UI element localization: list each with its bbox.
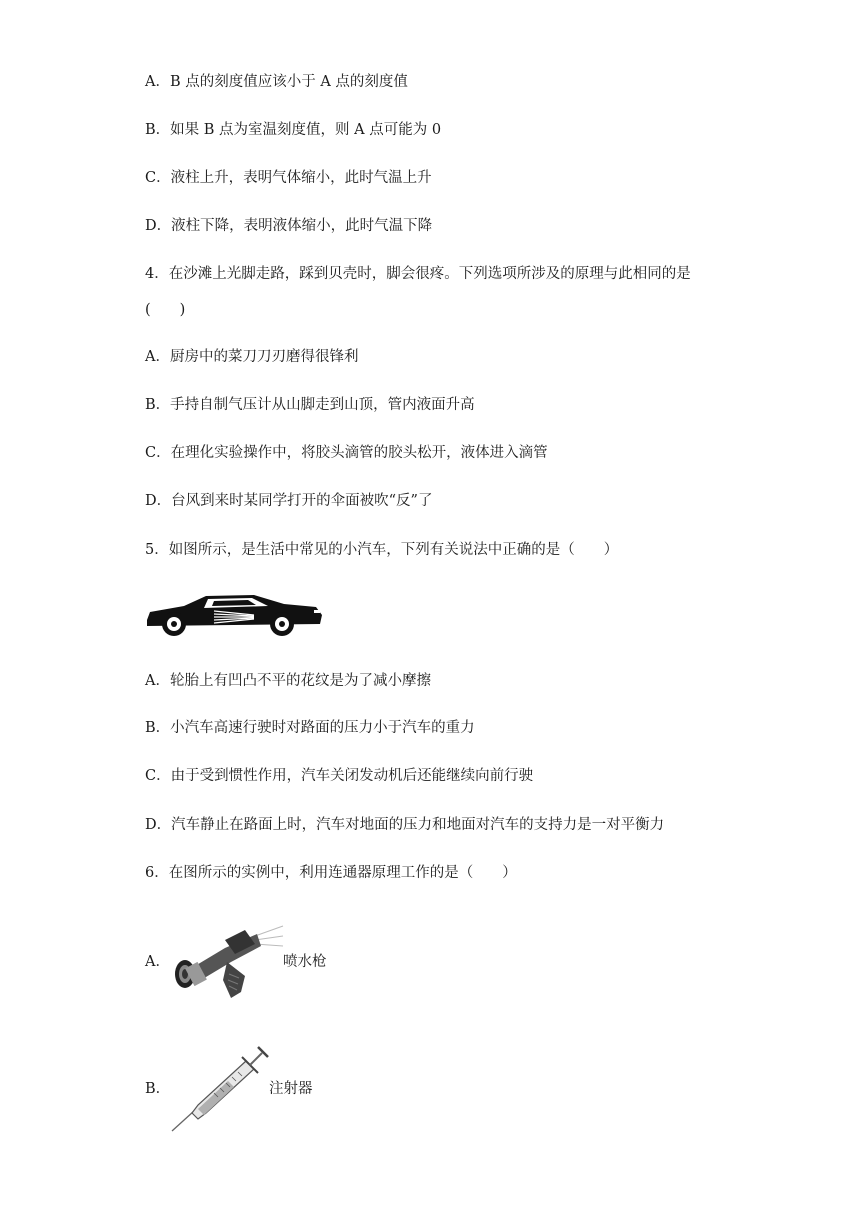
q3-option-b: B．如果 B 点为室温刻度值，则 A 点可能为 0 [145, 122, 442, 138]
q6-stem: 6．在图所示的实例中，利用连通器原理工作的是（ ） [145, 865, 517, 881]
sports-car-figure [144, 590, 324, 640]
spray-nozzle-figure [165, 918, 285, 1008]
q6-option-b-caption: 注射器 [269, 1081, 313, 1097]
q5-stem: 5．如图所示，是生活中常见的小汽车，下列有关说法中正确的是（ ） [145, 542, 619, 558]
q5-option-b: B．小汽车高速行驶时对路面的压力小于汽车的重力 [145, 720, 475, 736]
q5-option-c: C．由于受到惯性作用，汽车关闭发动机后还能继续向前行驶 [145, 768, 534, 784]
q4-option-c: C．在理化实验操作中，将胶头滴管的胶头松开，液体进入滴管 [145, 445, 548, 461]
q5-option-a: A．轮胎上有凹凸不平的花纹是为了减小摩擦 [145, 673, 431, 689]
q3-option-c: C．液柱上升，表明气体缩小，此时气温上升 [145, 170, 432, 186]
syringe-figure [168, 1043, 270, 1135]
q4-option-d: D．台风到来时某同学打开的伞面被吹“反”了 [145, 493, 433, 509]
q4-stem-line2: ( ) [145, 302, 186, 318]
q3-option-a: A．B 点的刻度值应该小于 A 点的刻度值 [145, 74, 408, 90]
q4-option-a: A．厨房中的菜刀刀刃磨得很锋利 [145, 349, 359, 365]
q5-option-d: D．汽车静止在路面上时，汽车对地面的压力和地面对汽车的支持力是一对平衡力 [145, 817, 665, 833]
q4-stem-line1: 4．在沙滩上光脚走路，踩到贝壳时，脚会很疼。下列选项所涉及的原理与此相同的是 [145, 266, 691, 282]
q3-option-d: D．液柱下降，表明液体缩小，此时气温下降 [145, 218, 433, 234]
q6-option-b-letter: B． [145, 1081, 171, 1097]
q6-option-a-caption: 喷水枪 [283, 954, 327, 970]
q6-option-a-letter: A． [145, 954, 170, 970]
q4-option-b: B．手持自制气压计从山脚走到山顶，管内液面升高 [145, 397, 475, 413]
